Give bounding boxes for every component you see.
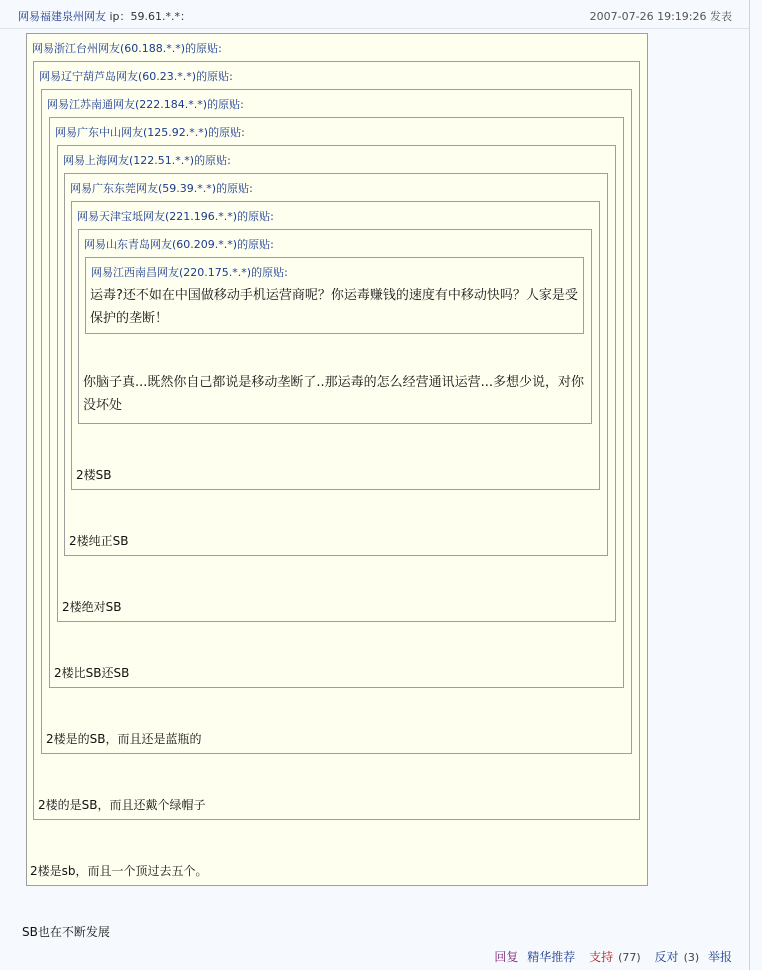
page-right-border bbox=[749, 0, 750, 970]
quote-reply: 你脑子真...既然你自己都说是移动垄断了..那运毒的怎么经营通讯运营...多想少说，对你没坏处 bbox=[83, 375, 585, 413]
quote-source: 网易山东青岛网友(60.209.*.*)的原贴: bbox=[84, 238, 274, 251]
author-info bbox=[18, 8, 191, 24]
oppose-link[interactable] bbox=[650, 950, 700, 964]
quote-reply: 2楼纯正SB bbox=[69, 534, 129, 548]
quote-source: 网易辽宁葫芦岛网友(60.23.*.*)的原贴: bbox=[39, 70, 233, 83]
quote-reply: 2楼的是SB，而且还戴个绿帽子 bbox=[38, 798, 206, 812]
quote-source: 网易浙江台州网友(60.188.*.*)的原贴: bbox=[32, 42, 222, 55]
report-link[interactable]: 举报 bbox=[707, 950, 732, 964]
support-label: 支持 bbox=[589, 950, 614, 964]
author-ip: ip：59.61.*.*： bbox=[109, 10, 192, 23]
main-reply-text: SB也在不断发展 bbox=[22, 925, 110, 939]
quote-source: 网易广东东莞网友(59.39.*.*)的原贴: bbox=[70, 182, 253, 195]
featured-link[interactable]: 精华推荐 bbox=[527, 950, 576, 964]
post-actions bbox=[489, 948, 732, 965]
timestamp-value: 2007-07-26 19:19:26 bbox=[589, 10, 707, 23]
posted-label: 发表 bbox=[710, 10, 732, 23]
quote-source: 网易广东中山网友(125.92.*.*)的原贴: bbox=[55, 126, 245, 139]
quote-source: 网易江苏南通网友(222.184.*.*)的原贴: bbox=[47, 98, 244, 111]
quote-source: 网易上海网友(122.51.*.*)的原贴: bbox=[63, 154, 231, 167]
quote-reply: 2楼绝对SB bbox=[62, 600, 122, 614]
quote-source: 网易天津宝坻网友(221.196.*.*)的原贴: bbox=[77, 210, 274, 223]
quote-reply: 2楼是sb，而且一个顶过去五个。 bbox=[30, 864, 208, 878]
support-link[interactable] bbox=[584, 950, 641, 964]
oppose-label: 反对 bbox=[654, 950, 679, 964]
post-header bbox=[0, 0, 750, 29]
post-timestamp bbox=[590, 8, 732, 24]
quote-reply: 2楼比SB还SB bbox=[54, 666, 130, 680]
quote-source: 网易江西南昌网友(220.175.*.*)的原贴: bbox=[91, 266, 288, 279]
reply-link[interactable]: 回复 bbox=[494, 950, 519, 964]
oppose-count: (3) bbox=[683, 951, 700, 964]
quoted-original-text: 运毒?还不如在中国做移动手机运营商呢？你运毒赚钱的速度有中移动快吗？人家是受保护的垄断！ bbox=[90, 288, 578, 326]
quote-reply: 2楼SB bbox=[76, 468, 112, 482]
author-name[interactable]: 网易福建泉州网友 bbox=[18, 10, 106, 23]
quote-reply: 2楼是的SB，而且还是蓝瓶的 bbox=[46, 732, 202, 746]
support-count: (77) bbox=[618, 951, 641, 964]
